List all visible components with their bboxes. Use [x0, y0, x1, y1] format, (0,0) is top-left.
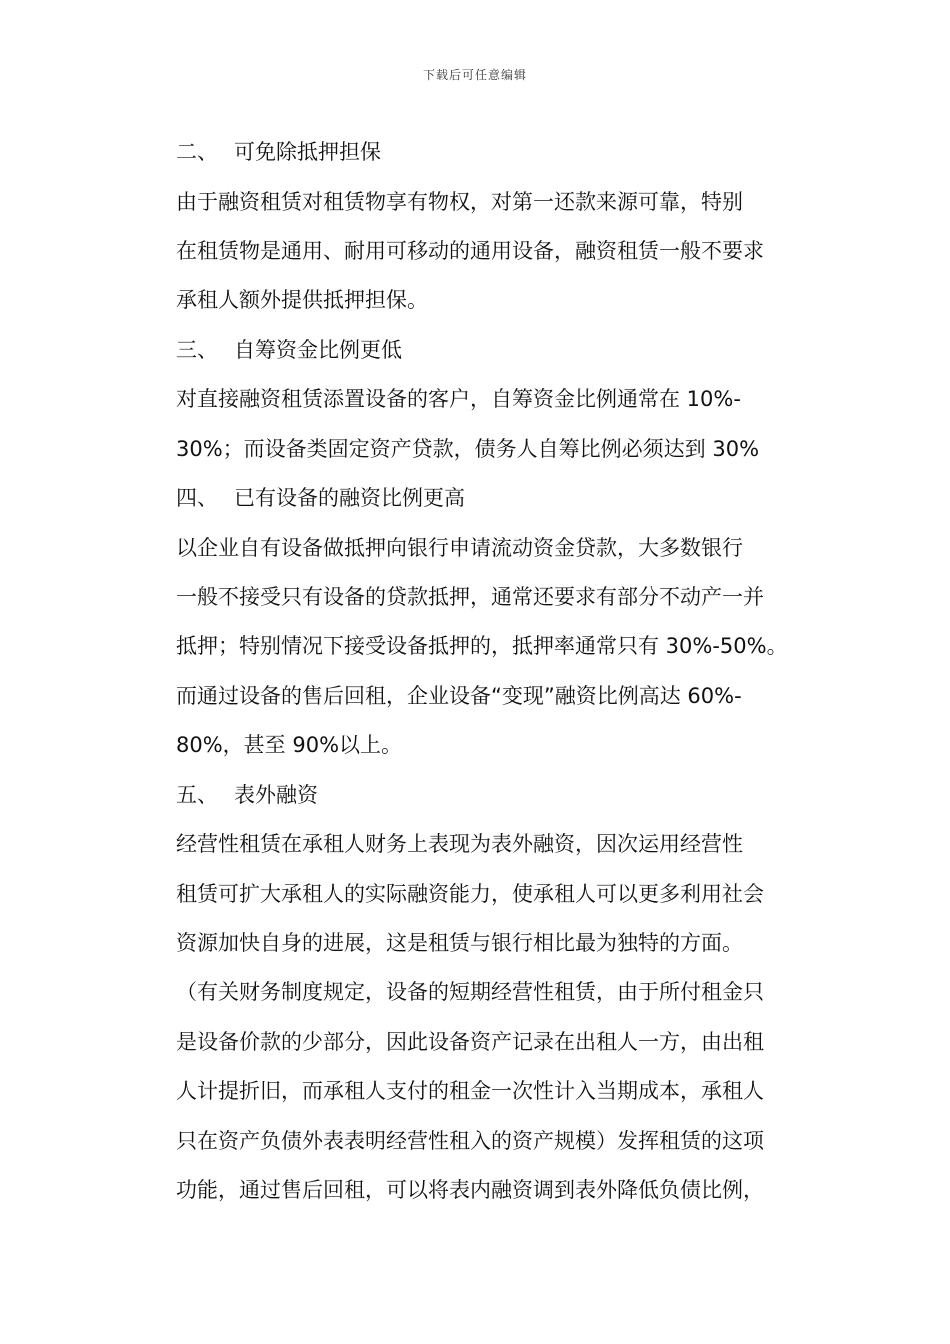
paragraph-line: 承租人额外提供抵押担保。: [176, 288, 428, 312]
section-number: 四、: [176, 486, 218, 510]
section-number: 五、: [176, 783, 218, 807]
paragraph-line: 而通过设备的售后回租，企业设备“变现”融资比例高达 60%-: [176, 684, 742, 708]
paragraph-line: 由于融资租赁对租赁物享有物权，对第一还款来源可靠，特别: [176, 190, 743, 214]
paragraph-line: 以企业自有设备做抵押向银行申请流动资金贷款，大多数银行: [176, 536, 743, 560]
paragraph-line: 功能，通过售后回租，可以将表内融资调到表外降低负债比例，: [176, 1178, 764, 1202]
section-title: 可免除抵押担保: [234, 140, 381, 164]
section-heading-3: [176, 336, 816, 364]
section-heading-4: [176, 484, 816, 512]
section-number: 二、: [176, 140, 218, 164]
paragraph-line: 80%，甚至 90%以上。: [176, 733, 403, 757]
header-note: 下载后可任意编辑: [422, 68, 527, 82]
paragraph-line: 租赁可扩大承租人的实际融资能力，使承租人可以更多利用社会: [176, 882, 764, 906]
section-heading-5: [176, 781, 816, 809]
paragraph-line: 资源加快自身的进展，这是租赁与银行相比最为独特的方面。: [176, 931, 743, 955]
section-title: 自筹资金比例更低: [234, 338, 402, 362]
paragraph-line: 对直接融资租赁添置设备的客户，自筹资金比例通常在 10%-: [176, 387, 741, 411]
section-heading-2: [176, 138, 816, 166]
section-title: 已有设备的融资比例更高: [234, 486, 465, 510]
paragraph-line: 人计提折旧，而承租人支付的租金一次性计入当期成本，承租人: [176, 1079, 764, 1103]
paragraph-line: 是设备价款的少部分，因此设备资产记录在出租人一方，由出租: [176, 1030, 764, 1054]
paragraph-line: 在租赁物是通用、耐用可移动的通用设备，融资租赁一般不要求: [176, 239, 764, 263]
paragraph-line: 只在资产负债外表表明经营性租入的资产规模）发挥租赁的这项: [176, 1129, 764, 1153]
paragraph-line: 30%；而设备类固定资产贷款，债务人自筹比例必须达到 30%: [176, 437, 760, 461]
section-title: 表外融资: [234, 783, 318, 807]
section-number: 三、: [176, 338, 218, 362]
paragraph-line: 经营性租赁在承租人财务上表现为表外融资，因次运用经营性: [176, 832, 743, 856]
paragraph-line: 一般不接受只有设备的贷款抵押，通常还要求有部分不动产一并: [176, 585, 764, 609]
paragraph-line: （有关财务制度规定，设备的短期经营性租赁，由于所付租金只: [176, 980, 764, 1004]
paragraph-line: 抵押；特别情况下接受设备抵押的，抵押率通常只有 30%-50%。: [176, 634, 788, 658]
